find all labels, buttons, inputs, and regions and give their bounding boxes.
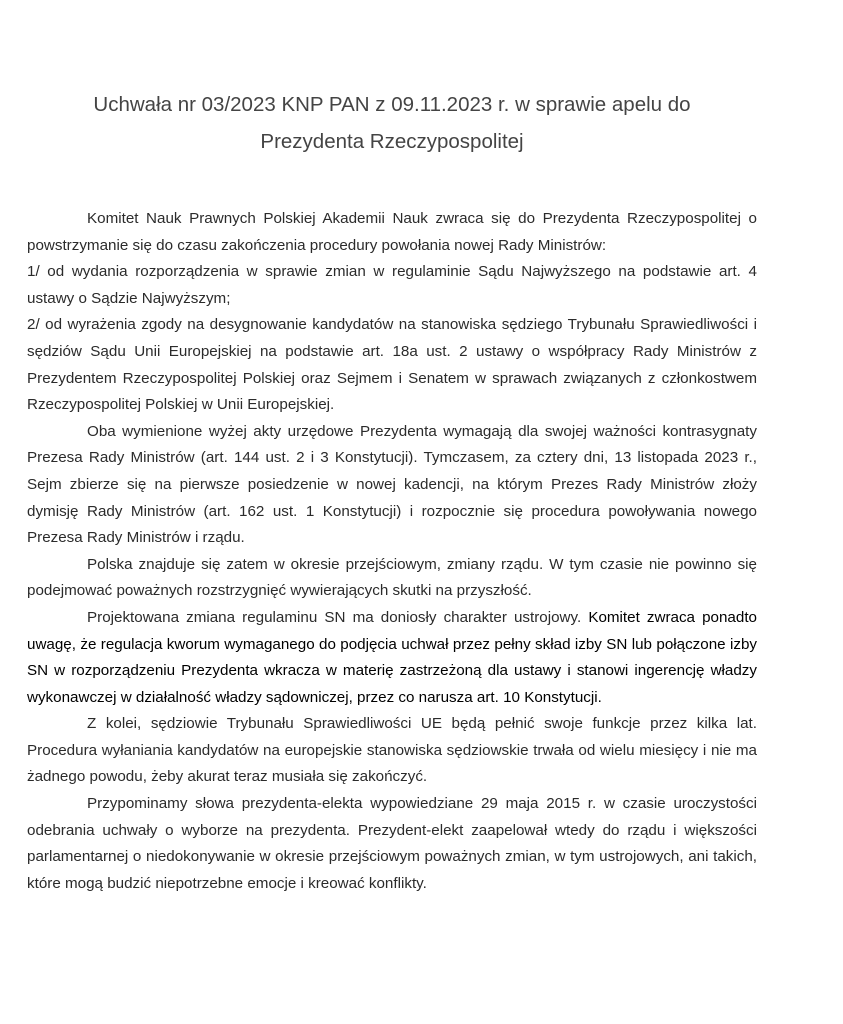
paragraph-reminder: Przypominamy słowa prezydenta-elekta wypowiedziane 29 maja 2015 r. w czasie uroczystości odebrania uchwały o wyborze na prezydenta. Prezydent-elekt zaapelował wtedy do rządu i większości parlamentarnej o niedokonywanie w okresie przejściowym poważnych zmian, w tym ustrojowych, ani takich, które mogą budzić niepotrzebne emocje i kreować konflikty. xyxy=(27,795,757,892)
document-body xyxy=(27,206,757,897)
paragraph-intro: Komitet Nauk Prawnych Polskiej Akademii Nauk zwraca się do Prezydenta Rzeczypospolitej o powstrzymanie się do czasu zakończenia procedury powołania nowej Rady Ministrów: xyxy=(27,210,757,254)
paragraph-countersignature: Oba wymienione wyżej akty urzędowe Prezydenta wymagają dla swojej ważności kontrasygnaty Prezesa Rady Ministrów (art. 144 ust. 2 i 3 Konstytucji). Tymczasem, za cztery dni, 13 listopada 2023 r., Sejm zbierze się na pierwsze posiedzenie w nowej kadencji, na którym Prezes Rady Ministrów złoży dymisję Rady Ministrów (art. 162 ust. 1 Konstytucji) i rozpocznie się procedura powoływania nowego Prezesa Rady Ministrów i rządu. xyxy=(27,422,757,547)
title-line-1: Uchwała nr 03/2023 KNP PAN z 09.11.2023 r. w sprawie apelu do xyxy=(93,93,691,116)
paragraph-point-1: 1/ od wydania rozporządzenia w sprawie zmian w regulaminie Sądu Najwyższego na podstawie art. 4 ustawy o Sądzie Najwyższym; xyxy=(27,263,757,307)
title-line-2: Prezydenta Rzeczypospolitej xyxy=(260,130,524,153)
paragraph-cjeu: Z kolei, sędziowie Trybunału Sprawiedliwości UE będą pełnić swoje funkcje przez kilka lat. Procedura wyłaniania kandydatów na europejskie stanowiska sędziowskie trwała od wielu miesięcy i nie ma żadnego powodu, żeby akurat teraz musiała się zakończyć. xyxy=(27,715,757,786)
paragraph-regulation xyxy=(27,605,757,711)
regulation-quorum-sentence: Komitet zwraca ponadto uwagę, że regulacja kworum wymaganego do podjęcia uchwał przez pełny skład izby SN lub połączone izby SN w rozporządzeniu Prezydenta wkracza w materię zastrzeżoną dla ustawy i stanowi ingerencję władzy wykonawczej w działalność władzy sądowniczej, przez co narusza art. 10 Konstytucji. xyxy=(27,608,757,706)
paragraph-transition: Polska znajduje się zatem w okresie przejściowym, zmiany rządu. W tym czasie nie powinno się podejmować poważnych rozstrzygnięć wywierających skutki na przyszłość. xyxy=(27,555,757,600)
regulation-sentence: Projektowana zmiana regulaminu SN ma doniosły charakter ustrojowy. xyxy=(87,608,582,626)
paragraph-point-2: 2/ od wyrażenia zgody na desygnowanie kandydatów na stanowiska sędziego Trybunału Sprawiedliwości i sędziów Sądu Unii Europejskiej na podstawie art. 18a ust. 2 ustawy o współpracy Rady Ministrów z Prezydentem Rzeczypospolitej Polskiej oraz Sejmem i Senatem w sprawach związanych z członkostwem Rzeczypospolitej Polskiej w Unii Europejskiej. xyxy=(27,316,757,414)
document-title xyxy=(27,0,757,160)
